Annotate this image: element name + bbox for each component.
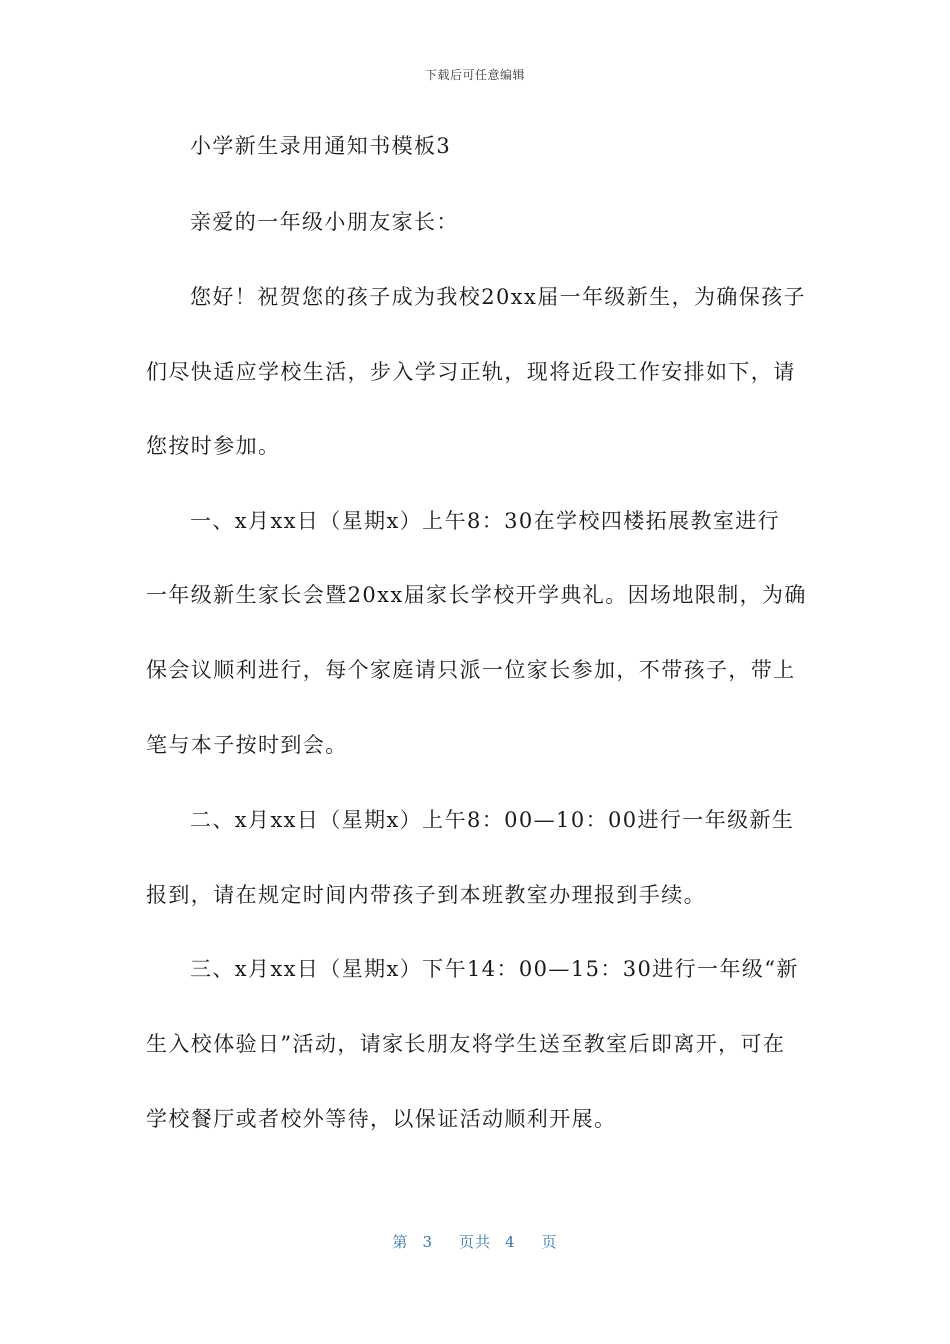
paragraph-line: 生入校体验日”活动，请家长朋友将学生送至教室后即离开，可在 bbox=[146, 1032, 786, 1056]
page-footer bbox=[0, 1231, 950, 1252]
paragraph-line: 笔与本子按时到会。 bbox=[146, 733, 348, 757]
footer-current-page: 3 bbox=[422, 1233, 433, 1251]
paragraph-line: 二、x月xx日（星期x）上午8：00—10：00进行一年级新生 bbox=[190, 808, 795, 832]
paragraph-line: 一、x月xx日（星期x）上午8：30在学校四楼拓展教室进行 bbox=[190, 509, 781, 533]
paragraph-line: 您好！祝贺您的孩子成为我校20xx届一年级新生，为确保孩子 bbox=[190, 285, 807, 309]
header-note: 下载后可任意编辑 bbox=[424, 68, 525, 82]
footer-suffix: 页 bbox=[541, 1233, 558, 1251]
document-title: 小学新生录用通知书模板3 bbox=[190, 134, 452, 158]
paragraph-line: 报到，请在规定时间内带孩子到本班教室办理报到手续。 bbox=[146, 883, 706, 907]
footer-middle: 页共 bbox=[458, 1233, 491, 1251]
paragraph-line: 一年级新生家长会暨20xx届家长学校开学典礼。因场地限制，为确 bbox=[146, 583, 807, 607]
footer-prefix: 第 bbox=[392, 1233, 409, 1251]
paragraph-line: 您按时参加。 bbox=[146, 434, 281, 458]
paragraph-line: 三、x月xx日（星期x）下午14：00—15：30进行一年级“新 bbox=[190, 957, 799, 981]
footer-total-pages: 4 bbox=[505, 1233, 516, 1251]
paragraph-line: 们尽快适应学校生活，步入学习正轨，现将近段工作安排如下，请 bbox=[146, 360, 796, 384]
salutation: 亲爱的一年级小朋友家长： bbox=[190, 210, 459, 234]
paragraph-line: 学校餐厅或者校外等待，以保证活动顺利开展。 bbox=[146, 1107, 617, 1131]
paragraph-line: 保会议顺利进行，每个家庭请只派一位家长参加，不带孩子，带上 bbox=[146, 658, 796, 682]
